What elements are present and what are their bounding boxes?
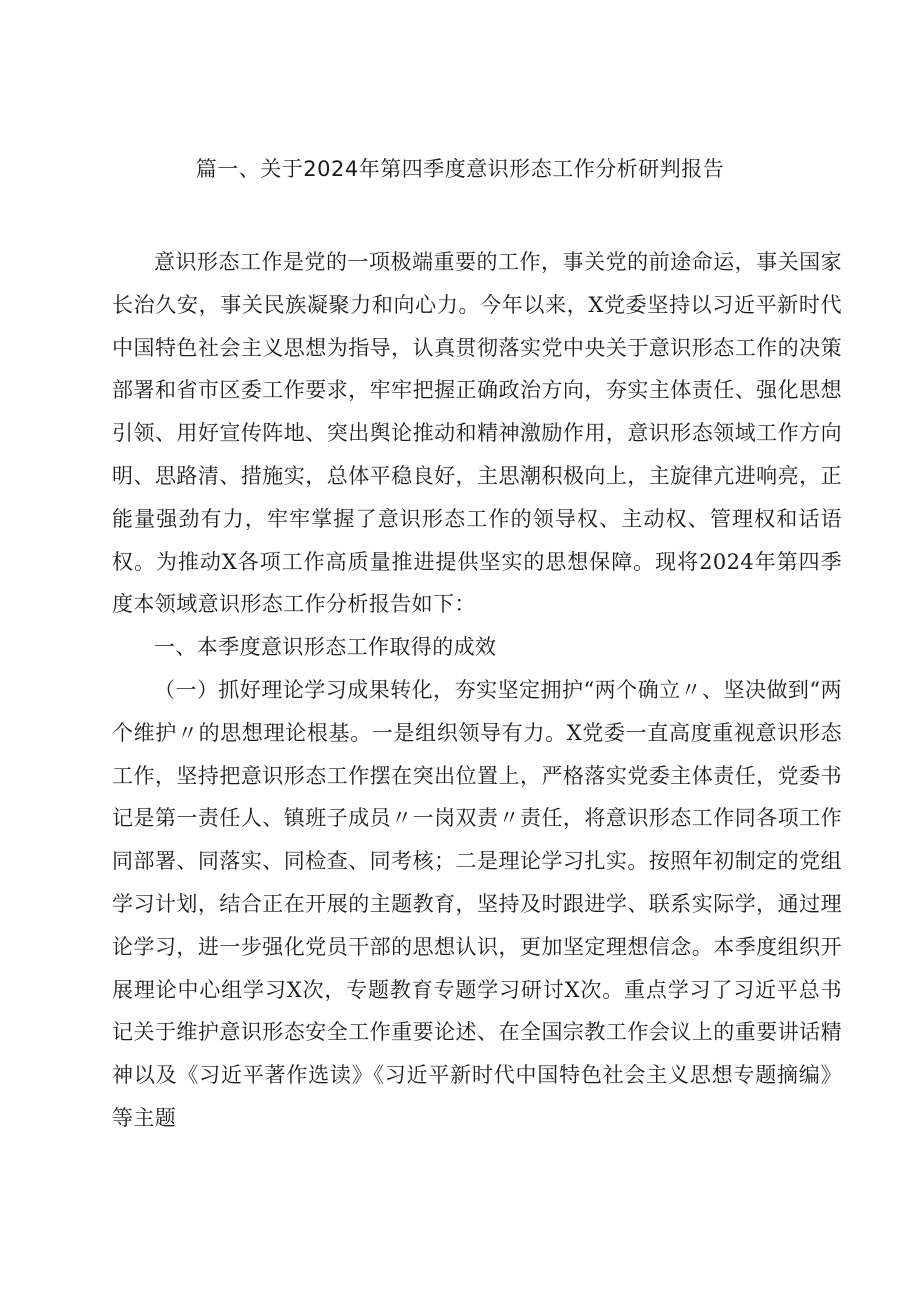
section-paragraph: （一）抓好理论学习成果转化，夯实坚定拥护“两个确立〃、坚决做到“两个维护〃的思想理论根基。一是组织领导有力。X党委一直高度重视意识形态工作，坚持把意识形态工作摆在突出位置上，严格落实党委主体责任，党委书记是第一责任人、镇班子成员〃一岗双责〃责任，将意识形态工作同各项工作同部署、同落实、同检查、同考核；二是理论学习扎实。按照年初制定的党组学习计划，结合正在开展的主题教育，坚持及时跟进学、联系实际学，通过理论学习，进一步强化党员干部的思想认识，更加坚定理想信念。本季度组织开展理论中心组学习X次，专题教育专题学习研讨X次。重点学习了习近平总书记关于维护意识形态安全工作重要论述、在全国宗教工作会议上的重要讲话精神以及《习近平著作选读》《习近平新时代中国特色社会主义思想专题摘编》等主题 bbox=[112, 677, 842, 1130]
document-title: 篇一、关于2024年第四季度意识形态工作分析研判报告 bbox=[195, 157, 725, 181]
section-heading: 一、本季度意识形态工作取得的成效 bbox=[154, 635, 497, 660]
intro-paragraph: 意识形态工作是党的一项极端重要的工作，事关党的前途命运，事关国家长治久安，事关民族凝聚力和向心力。今年以来，X党委坚持以习近平新时代中国特色社会主义思想为指导，认真贯彻落实党中央关于意识形态工作的决策部署和省市区委工作要求，牢牢把握正确政治方向，夯实主体责任、强化思想引领、用好宣传阵地、突出舆论推动和精神激励作用，意识形态领域工作方向明、思路清、措施实，总体平稳良好，主思潮积极向上，主旋律亢进响亮，正能量强劲有力，牢牢掌握了意识形态工作的领导权、主动权、管理权和话语权。为推动X各项工作高质量推进提供坚实的思想保障。现将2024年第四季度本领域意识形态工作分析报告如下： bbox=[112, 250, 842, 617]
document-body bbox=[112, 241, 842, 1140]
